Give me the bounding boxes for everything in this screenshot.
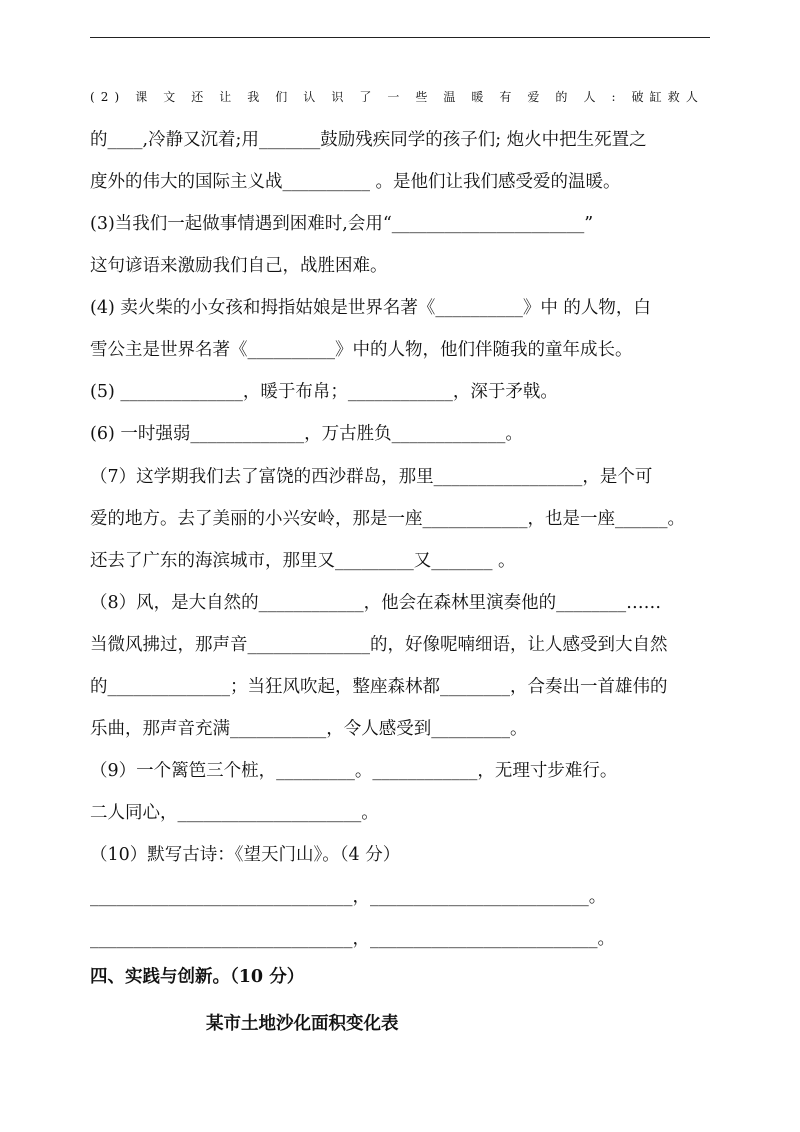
question-7-line-3: 还去了广东的海滨城市，那里又_________又_______ 。	[90, 551, 516, 571]
question-7-line-2: 爱的地方。去了美丽的小兴安岭，那是一座____________，也是一座______。	[90, 509, 685, 529]
question-4-line-1: (4) 卖火柴的小女孩和拇指姑娘是世界名著《__________》中 的人物，白	[90, 298, 651, 318]
question-8-line-2: 当微风拂过，那声音______________的，好像呢喃细语，让人感受到大自然	[90, 635, 668, 655]
question-8-line-3: 的______________；当狂风吹起，整座森林都________，合奏出一首雄伟的	[90, 677, 668, 697]
poem-answer-line-1: ______________________________，_________________________。	[90, 887, 607, 907]
question-8-line-1: （8）风，是大自然的____________，他会在森林里演奏他的________……	[90, 593, 662, 613]
question-2-line-2: 的____,冷静又沉着;用_______鼓励残疾同学的孩子们; 炮火中把生死置之	[90, 130, 647, 150]
question-9-line-2: 二人同心，_____________________。	[90, 803, 379, 823]
question-8-line-4: 乐曲，那声音充满___________，令人感受到_________。	[90, 719, 528, 739]
question-7-line-1: （7）这学期我们去了富饶的西沙群岛，那里_________________，是个可	[90, 467, 653, 487]
question-9-line-1: （9）一个篱笆三个桩，_________。____________，无理寸步难行。	[90, 761, 618, 781]
question-5-line: (5) ______________，暖于布帛；____________，深于矛戟。	[90, 382, 558, 402]
header-rule	[90, 37, 710, 38]
poem-answer-line-2: ______________________________，__________________________。	[90, 929, 615, 949]
section-heading: 四、实践与创新。（10 分）	[90, 967, 305, 987]
question-3-line-2: 这句谚语来激励我们自己，战胜困难。	[90, 256, 388, 276]
question-10-prompt: （10）默写古诗：《望天门山》。（4 分）	[90, 845, 401, 865]
question-4-line-2: 雪公主是世界名著《__________》中的人物，他们伴随我的童年成长。	[90, 340, 633, 360]
question-6-line: (6) 一时强弱_____________，万古胜负_____________。	[90, 424, 523, 444]
question-2-line-1: (2) 课 文 还 让 我 们 认 识 了 一 些 温 暖 有 爱 的 人 : 破缸救人	[90, 90, 704, 104]
question-2-line-3: 度外的伟大的国际主义战__________ 。是他们让我们感受爱的温暖。	[90, 172, 621, 192]
question-3-line-1: (3)当我们一起做事情遇到困难时,会用“______________________”	[90, 214, 594, 234]
table-title: 某市土地沙化面积变化表	[206, 1014, 399, 1034]
